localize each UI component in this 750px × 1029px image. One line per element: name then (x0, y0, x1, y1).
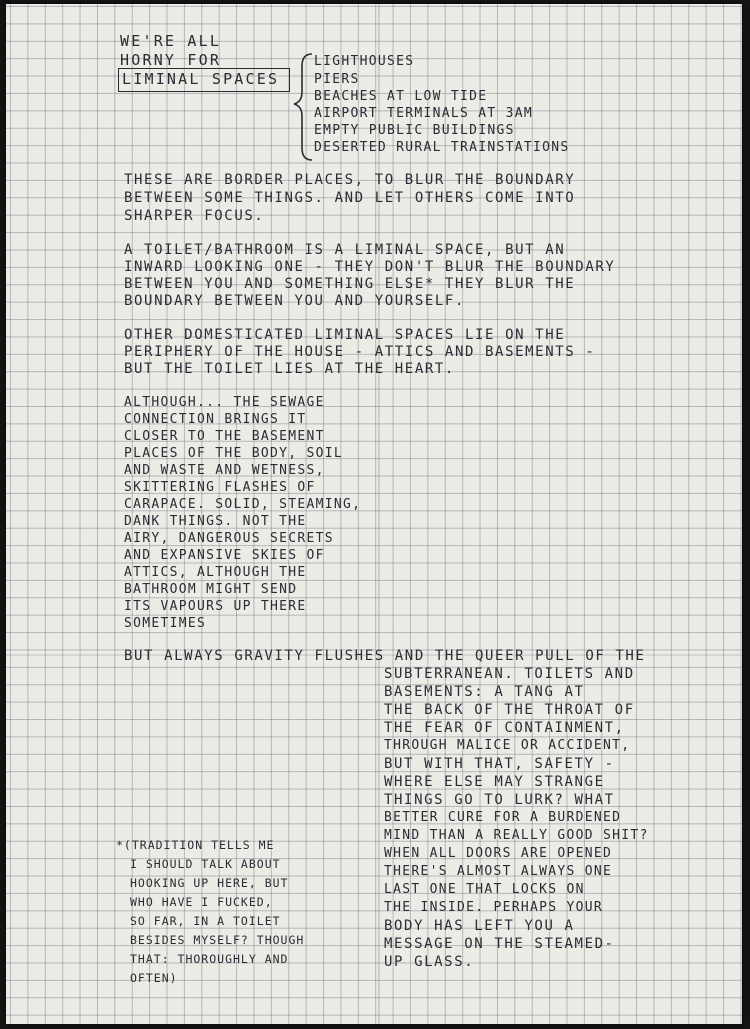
curly-brace-icon (292, 52, 316, 162)
notebook-page (6, 4, 742, 1024)
gravity-lead-line: BUT ALWAYS GRAVITY FLUSHES AND THE QUEER PULL OF THE (124, 648, 646, 664)
text-line: BASEMENTS: A TANG AT (384, 684, 585, 700)
text-line: DANK THINGS. NOT THE (124, 514, 307, 529)
text-line: I SHOULD TALK ABOUT (130, 857, 281, 871)
text-line: THE BACK OF THE THROAT OF (384, 702, 635, 718)
text-line: CLOSER TO THE BASEMENT (124, 429, 325, 444)
list-item: PIERS (314, 72, 360, 87)
text-line: MESSAGE ON THE STEAMED- (384, 936, 615, 952)
text-line: *(TRADITION TELLS ME (116, 838, 275, 852)
text-line: WHO HAVE I FUCKED, (130, 895, 273, 909)
text-line: A TOILET/BATHROOM IS A LIMINAL SPACE, BUT AN (124, 242, 566, 258)
text-line: SKITTERING FLASHES OF (124, 480, 316, 495)
text-line: BETWEEN SOME THINGS. AND LET OTHERS COME INTO (124, 190, 576, 206)
text-line: CARAPACE. SOLID, STEAMING, (124, 497, 362, 512)
paper-fold-vertical (378, 4, 380, 1024)
text-line: PLACES OF THE BODY, SOIL (124, 446, 344, 461)
text-line: BETTER CURE FOR A BURDENED (384, 810, 622, 825)
text-line: THINGS GO TO LURK? WHAT (384, 792, 615, 808)
text-line: CONNECTION BRINGS IT (124, 412, 307, 427)
text-line: THAT: THOROUGHLY AND (130, 952, 289, 966)
text-line: LAST ONE THAT LOCKS ON (384, 882, 585, 897)
text-line: BOUNDARY BETWEEN YOU AND YOURSELF. (124, 293, 465, 309)
text-line: HOOKING UP HERE, BUT (130, 876, 289, 890)
text-line: SO FAR, IN A TOILET (130, 914, 281, 928)
text-line: MIND THAN A REALLY GOOD SHIT? (384, 828, 649, 843)
text-line: THE INSIDE. PERHAPS YOUR (384, 900, 604, 915)
text-line: BODY HAS LEFT YOU A (384, 918, 575, 934)
title-line-1: WE'RE ALL (120, 32, 222, 50)
text-line: AND EXPANSIVE SKIES OF (124, 548, 325, 563)
text-line: ATTICS, ALTHOUGH THE (124, 565, 307, 580)
text-line: INWARD LOOKING ONE - THEY DON'T BLUR THE BOUNDARY (124, 259, 616, 275)
text-line: OFTEN) (130, 971, 178, 985)
text-line: THROUGH MALICE OR ACCIDENT, (384, 738, 631, 753)
list-item: AIRPORT TERMINALS AT 3AM (314, 106, 534, 121)
text-line: BESIDES MYSELF? THOUGH (130, 933, 305, 947)
text-line: OTHER DOMESTICATED LIMINAL SPACES LIE ON THE (124, 327, 566, 343)
text-line: ALTHOUGH... THE SEWAGE (124, 395, 325, 410)
text-line: SHARPER FOCUS. (124, 208, 265, 224)
text-line: AND WASTE AND WETNESS, (124, 463, 325, 478)
title-line-2: HORNY FOR (120, 51, 222, 69)
text-line: BETWEEN YOU AND SOMETHING ELSE* THEY BLUR THE (124, 276, 576, 292)
text-line: AIRY, DANGEROUS SECRETS (124, 531, 334, 546)
text-line: BUT WITH THAT, SAFETY - (384, 756, 615, 772)
list-item: LIGHTHOUSES (314, 54, 415, 69)
text-line: BUT THE TOILET LIES AT THE HEART. (124, 361, 455, 377)
text-line: ITS VAPOURS UP THERE (124, 599, 307, 614)
text-line: THERE'S ALMOST ALWAYS ONE (384, 864, 613, 879)
text-line: SOMETIMES (124, 616, 207, 631)
list-item: DESERTED RURAL TRAINSTATIONS (314, 140, 570, 155)
text-line: THESE ARE BORDER PLACES, TO BLUR THE BOUNDARY (124, 172, 576, 188)
list-item: BEACHES AT LOW TIDE (314, 89, 488, 104)
text-line: PERIPHERY OF THE HOUSE - ATTICS AND BASEMENTS - (124, 344, 596, 360)
text-line: UP GLASS. (384, 954, 475, 970)
text-line: THE FEAR OF CONTAINMENT, (384, 720, 625, 736)
text-line: WHERE ELSE MAY STRANGE (384, 774, 605, 790)
text-line: BATHROOM MIGHT SEND (124, 582, 298, 597)
text-line: WHEN ALL DOORS ARE OPENED (384, 846, 613, 861)
list-item: EMPTY PUBLIC BUILDINGS (314, 123, 515, 138)
title-line-3: LIMINAL SPACES (122, 70, 280, 88)
text-line: SUBTERRANEAN. TOILETS AND (384, 666, 635, 682)
